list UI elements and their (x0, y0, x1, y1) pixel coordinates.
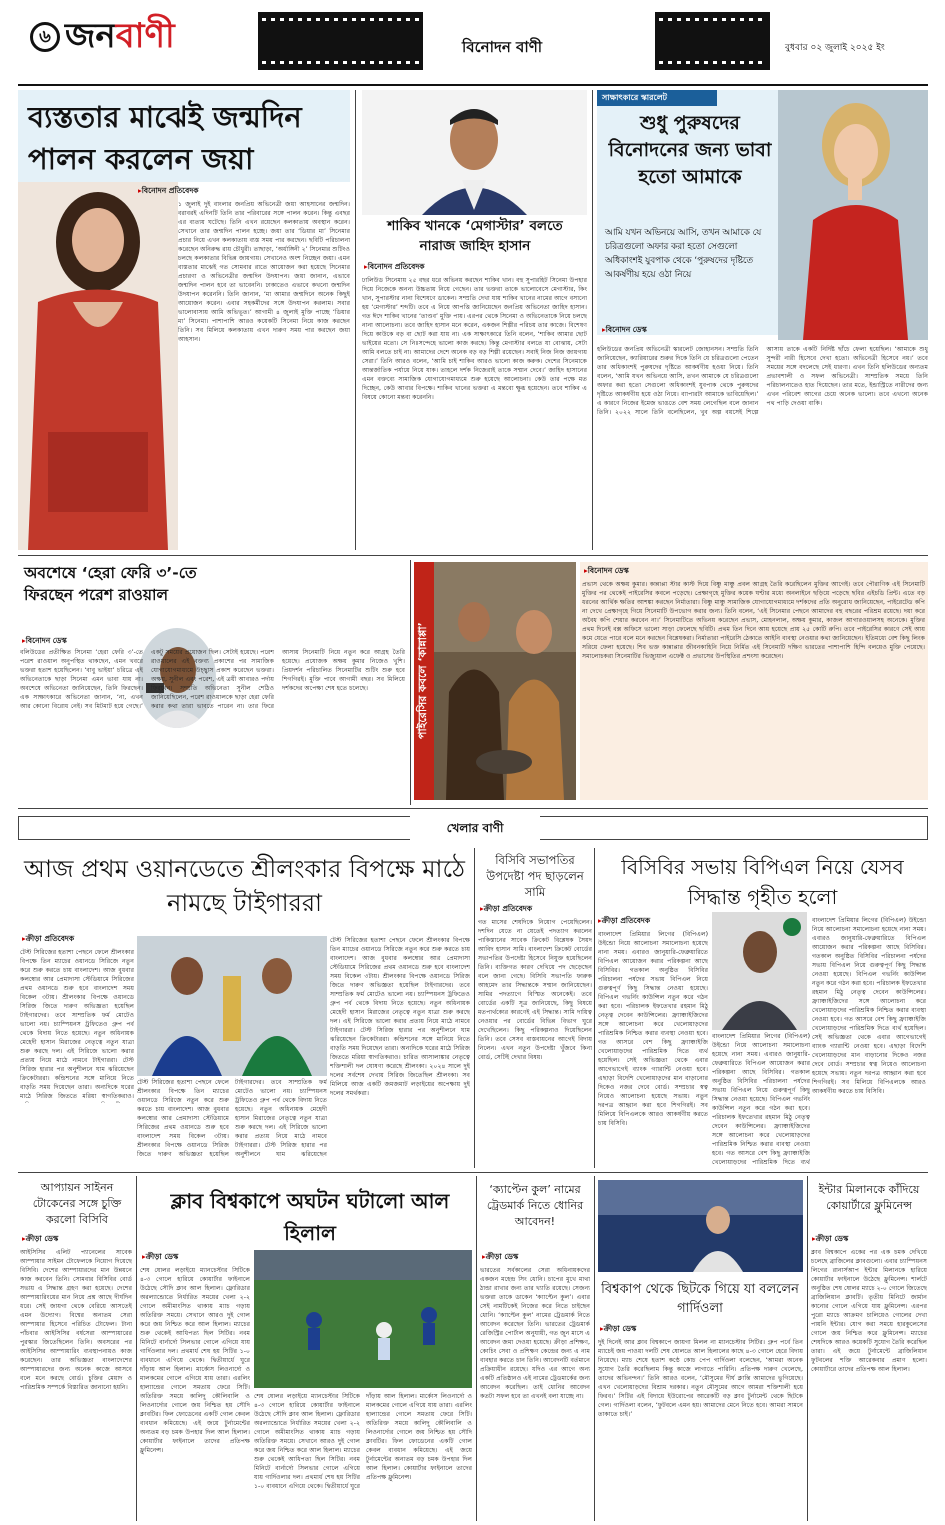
scarlett-kicker: সাক্ষাৎকারে স্কারলেট (597, 90, 717, 106)
logo-part-a: জন (65, 16, 116, 56)
pep-photo (598, 1180, 803, 1272)
kannappa-photo (434, 562, 576, 800)
odi-body-left: টেস্ট সিরিজের হতাশা পেছনে ফেলে শ্রীলংকার বিপক্ষে তিন ম্যাচের ওয়ানডে সিরিজে নতুন করে শুরু করতে চায় বাংলাদেশ। আজ বুধবার কলম্বোর আর প্রেমাদাসা স্টেডিয়ামে সিরিজের প্রথম ওয়ানডে শুরু হবে বাংলাদেশ সময় বিকেল ৩টায়। শ্রীলংকার বিপক্ষে ওয়ানডে সিরিজ জিতে দারুণ অভিজ্ঞতা হয়েছিল টাইগারদের। তবে সাম্প্রতিক ফর্ম মোটেও ভালো নয়। চ্যাম্পিয়নস ট্রফিতেও গ্রুপ পর্ব থেকে বিদায় নিতে হয়েছে। নতুন অধিনায়ক মেহেদী হাসান মিরাজের নেতৃত্বে নতুন যাত্রা শুরু করছে দল। এই সিরিজে ভালো করার প্রত্যয় নিয়ে মাঠে নামবে টাইগাররা। টেস্ট সিরিজ হারার পর অনুশীলনে ঘাম ঝরিয়েছেন ক্রিকেটাররা। কন্ডিশনের সঙ্গে মানিয়ে নিতে বাড়তি সময় দিয়েছেন তারা। অন্যদিকে ঘরের মাঠে সিরিজ জিততে মরিয়া স্বাগতিকরাও। (20, 949, 134, 1100)
shakib-body: ঢালিউড সিনেমায় ২৫ বছর ধরে অভিনয় করছেন শাকিব খান। বহু সুপারহিট সিনেমা উপহার দিয়ে নিজেকে অনন্য উচ্চতায় নিয়ে গেছেন। তার ভক্তরা তাকে ভালোবেসে মেগাস্টার, কিং খান, সুপারস্টার নানা বিশেষণে ডাকেন। সম্প্রতি দেখা যায় শাকিব খানের নামের আগে বসানো হয় ‘মেগাস্টার’ শব্দটি। তবে এ নিয়ে আপত্তি জানিয়েছেন জনপ্রিয় অভিনেতা জাহিদ হাসান। গত ঈদে শাকিব খানের ‘তাণ্ডব’ মুক্তি পায়। এরপর থেকে সিনেমা ও অভিনেতাকে নিয়ে চলছে নানা আলোচনা। তবে জাহিদ হাসান মনে করেন, একজন শিল্পীর পরিচয় তার কাজে। বিশেষণ দিয়ে কাউকে বড় বা ছোট করা যায় না। এক সাক্ষাৎকারে তিনি বলেন, ‘শাকিব আমার ছোট ভাইয়ের মতো। সে নিঃসন্দেহে ভালো কাজ করছে। কিন্তু মেগাস্টার বলতে যা বোঝায়, সেটা আমি বলতে চাই না। আমাদের দেশে অনেক বড় বড় শিল্পী রয়েছেন। সবাই নিজ নিজ জায়গায় সেরা।’ তিনি আরও বলেন, ‘আমি চাই শাকিব আরও ভালো কাজ করুক। দেশের সিনেমাকে আন্তর্জাতিক পর্যায়ে নিয়ে যাক। তাহলে দর্শক নিজেরাই তাকে সম্মান দেবে।’ জাহিদ হাসানের এমন বক্তব্যে সামাজিক যোগাযোগমাধ্যমে শুরু হয়েছে আলোচনা। কেউ তার পক্ষে মত দিচ্ছেন, কেউ আবার বিপক্ষে। শাকিব খানের ভক্তরা এ মন্তব্যে ক্ষুব্ধ হয়েছেন। তবে শাকিব এ বিষয়ে কোনো মন্তব্য করেননি। (362, 277, 587, 401)
kannappa-byline: ▸ বিনোদন ডেস্ক (584, 566, 629, 578)
hilal-byline: ▸ ক্রীড়া ডেস্ক (142, 1252, 178, 1264)
scarlett-byline: ▸ বিনোদন ডেস্ক (602, 325, 647, 337)
scarlett-body: হলিউডের জনপ্রিয় অভিনেত্রী স্কারলেট জোহানসন। সম্প্রতি তিনি জানিয়েছেন, ক্যারিয়ারের শুরুর দিকে তিনি যে চরিত্রগুলো পেতেন তার অধিকাংশই পুরুষদের দৃষ্টিতে আকর্ষণীয় হওয়া নিয়ে। তিনি বলেন, ‘আমি যখন অভিনয়ে আসি, তখন আমাকে যে চরিত্রগুলো অফার করা হতো সেগুলো অধিকাংশই যুবপাক থেকে পুরুষদের দৃষ্টিতে আকর্ষণীয় হয়ে ওঠা নিয়ে। ব্যাপারটা আমাকে ভাবিয়েছিল।’ এ কারণে নিজের ইমেজ ভাঙতে বেশ সময় লেগেছিল বলে জানান তিনি। ২০২২ সালে তিনি বলেছিলেন, খুব অল্প বয়সেই শিল্পে আসায় তাকে একটি নির্দিষ্ট ছাঁচে ফেলা হয়েছিল। ‘আমাকে শুধু সুন্দরী নারী হিসেবে দেখা হতো। অভিনেত্রী হিসেবে নয়।’ তবে সময়ের সঙ্গে বদলেছে সেই ধারণা। এখন তিনি হলিউডের অন্যতম প্রভাবশালী ও সফল অভিনেত্রী। সাম্প্রতিক সময়ে তিনি পরিচালনাতেও হাত দিয়েছেন। তার মতে, ইন্ডাস্ট্রিতে নারীদের জন্য এখন পরিবেশ আগের চেয়ে অনেক ভালো। তবে এখনো অনেক পথ পাড়ি দেওয়া বাকি। (597, 346, 928, 416)
dhoni-byline: ▸ ক্রীড়া ডেস্ক (482, 1252, 518, 1264)
sami-byline: ▸ ক্রীড়া প্রতিবেদক (480, 904, 532, 916)
odi-headline: আজ প্রথম ওয়ানডেতে শ্রীলংকার বিপক্ষে মাঠে নামছে টাইগাররা (24, 855, 465, 917)
shakib-headline: শাকিব খানকে ‘মেগাস্টার’ বলতে নারাজ জাহিদ হাসান (387, 218, 563, 254)
kannappa-body: প্রভাস থেকে অক্ষয় কুমার। কান্নাপ্পা স্টার কাস্ট দিয়ে বিষ্ণু মাঞ্চু প্রবল আগ্রহ তৈরি করেছিলেন মুক্তির আগেই। তবে পৌরাণিক এই সিনেমাটি মুক্তির পর থেকেই পাইরেসির কবলে পড়েছে। প্রেক্ষাগৃহে মুক্তির কয়েক ঘণ্টার মধ্যে অনলাইনে ছড়িয়ে পড়েছে ছবির এইচডি প্রিন্ট। এতে বড় ধরনের আর্থিক ক্ষতির আশঙ্কা করছেন নির্মাতারা। বিষ্ণু মাঞ্চু সামাজিক যোগাযোগমাধ্যমে দর্শকদের প্রতি অনুরোধ জানিয়েছেন, পাইরেটেড কপি না দেখে প্রেক্ষাগৃহে গিয়ে সিনেমাটি উপভোগ করার জন্য। তিনি বলেন, ‘এই সিনেমার পেছনে আমাদের বহু বছরের পরিশ্রম রয়েছে। দয়া করে অবৈধ কপি শেয়ার করবেন না।’ সিনেমাটিতে অভিনয় করেছেন প্রভাস, মোহনলাল, অক্ষয় কুমার, কাজল আগারওয়ালসহ অনেকে। মুক্তির প্রথম দিনেই বক্স অফিসে ভালো সাড়া ফেলেছে ছবিটি। প্রথম তিন দিনে আয় হয়েছে প্রায় ২৫ কোটি রুপি। তবে পাইরেসির কারণে সেই আয় কমে যেতে পারে বলে মনে করছেন বিশ্লেষকরা। নির্মাতারা পাইরেসি ঠেকাতে আইনি ব্যবস্থা নেওয়ার কথা জানিয়েছেন। ইতিমধ্যে বেশ কিছু লিংক সরিয়ে ফেলা হয়েছে। শিব ভক্ত কান্নাপ্পার জীবনকাহিনি নিয়ে নির্মিত এই সিনেমাটি দক্ষিণ ভারতের পাশাপাশি হিন্দি বলয়েও মুক্তি পেয়েছে। সমালোচকরা সিনেমাটির ভিজ্যুয়াল এফেক্ট ও প্রভাসের উপস্থিতির প্রশংসা করেছেন। (582, 581, 925, 660)
bpl-body-left: বাংলাদেশ প্রিমিয়ার লিগের (বিপিএল) উইন্ডো নিয়ে আলোচনা সমালোচনা হয়েছে নানা সময়। এবারও জানুয়ারি-ফেব্রুয়ারিতে বিপিএল আয়োজন করার পরিকল্পনা আছে বিসিবির। গতকাল অনুষ্ঠিত বিসিবির পরিচালনা পর্ষদের সভায় বিপিএল নিয়ে গুরুত্বপূর্ণ কিছু সিদ্ধান্ত নেওয়া হয়েছে। বিপিএল গভর্নিং কাউন্সিল নতুন করে গঠন করা হবে। পরিচালক ইফতেখার রহমান মিঠু নেতৃত্ব দেবেন কাউন্সিলের। ফ্র্যাঞ্চাইজিদের সঙ্গে আলোচনা করে খেলোয়াড়দের পারিশ্রমিক নিশ্চিত করার ব্যবস্থা নেওয়া হবে। গত আসরে বেশ কিছু ফ্র্যাঞ্চাইজি খেলোয়াড়দের পারিশ্রমিক দিতে ব্যর্থ হয়েছিল। সেই অভিজ্ঞতা থেকে এবার আগেভাগেই ব্যাংক গ্যারান্টি নেওয়া হবে। এছাড়া বিদেশি খেলোয়াড়দের মান বাড়ানোর দিকেও নজর দেবে বোর্ড। সম্প্রচার স্বত্ব নিয়েও আলোচনা হয়েছে সভায়। নতুন দরপত্র আহ্বান করা হবে শিগগিরই। সব মিলিয়ে বিপিএলকে আরও আকর্ষণীয় করতে চায় বিসিবি। (598, 931, 708, 1127)
odi-byline: ▸ ক্রীড়া প্রতিবেদক (22, 934, 74, 946)
bpl-body-right: বাংলাদেশ প্রিমিয়ার লিগের (বিপিএল) উইন্ডো নিয়ে আলোচনা সমালোচনা হয়েছে নানা সময়। এবারও জানুয়ারি-ফেব্রুয়ারিতে বিপিএল আয়োজন করার পরিকল্পনা আছে বিসিবির। গতকাল অনুষ্ঠিত বিসিবির পরিচালনা পর্ষদের সভায় বিপিএল নিয়ে গুরুত্বপূর্ণ কিছু সিদ্ধান্ত নেওয়া হয়েছে। বিপিএল গভর্নিং কাউন্সিল নতুন করে গঠন করা হবে। পরিচালক ইফতেখার রহমান মিঠু নেতৃত্ব দেবেন কাউন্সিলের। ফ্র্যাঞ্চাইজিদের সঙ্গে আলোচনা করে খেলোয়াড়দের পারিশ্রমিক নিশ্চিত করার ব্যবস্থা নেওয়া হবে। গত আসরে বেশ কিছু ফ্র্যাঞ্চাইজি খেলোয়াড়দের পারিশ্রমিক দিতে ব্যর্থ হয়েছিল। সেই অভিজ্ঞতা থেকে এবার আগেভাগেই ব্যাংক গ্যারান্টি নেওয়া হবে। এছাড়া বিদেশি খেলোয়াড়দের মান বাড়ানোর দিকেও নজর দেবে বোর্ড। সম্প্রচার স্বত্ব নিয়েও আলোচনা হয়েছে সভায়। নতুন দরপত্র আহ্বান করা হবে শিগগিরই। সব মিলিয়ে বিপিএলকে আরও আকর্ষণীয় করতে চায় বিসিবি। (812, 917, 926, 1095)
sports-section-title: খেলার বাণী (410, 816, 540, 840)
inter-headline: ইন্টার মিলানকে কাঁদিয়ে কোয়ার্টারে ফ্লুমিনেন্স (818, 1183, 920, 1212)
film-strip-left (258, 12, 423, 70)
film-strip-right (655, 12, 770, 70)
col-rule (136, 1176, 137, 1521)
odi-body-bottom: টেস্ট সিরিজের হতাশা পেছনে ফেলে শ্রীলংকার বিপক্ষে তিন ম্যাচের ওয়ানডে সিরিজে নতুন করে শুরু করতে চায় বাংলাদেশ। আজ বুধবার কলম্বোর আর প্রেমাদাসা স্টেডিয়ামে সিরিজের প্রথম ওয়ানডে শুরু হবে বাংলাদেশ সময় বিকেল ৩টায়। শ্রীলংকার বিপক্ষে ওয়ানডে সিরিজ জিতে দারুণ অভিজ্ঞতা হয়েছিল টাইগারদের। তবে সাম্প্রতিক ফর্ম মোটেও ভালো নয়। চ্যাম্পিয়নস ট্রফিতেও গ্রুপ পর্ব থেকে বিদায় নিতে হয়েছে। নতুন অধিনায়ক মেহেদী হাসান মিরাজের নেতৃত্বে নতুন যাত্রা শুরু করছে দল। এই সিরিজে ভালো করার প্রত্যয় নিয়ে মাঠে নামবে টাইগাররা। টেস্ট সিরিজ হারার পর অনুশীলনে ঘাম ঝরিয়েছেন (137, 1079, 327, 1158)
inter-byline: ▸ ক্রীড়া ডেস্ক (812, 1234, 848, 1246)
scarlett-photo (778, 90, 928, 340)
bpl-headline: বিসিবির সভায় বিপিএল নিয়ে যেসব সিদ্ধান্ত গৃহীত হলো (621, 855, 904, 909)
sami-headline: বিসিবি সভাপতির উপদেষ্টা পদ ছাড়লেন সামি (486, 853, 584, 899)
inter-body: ক্লাব বিশ্বকাপে একের পর এক চমক দেখিয়ে চলেছে ব্রাজিলের ক্লাবগুলো। এবার চ্যাম্পিয়নস লিগের রানার্সআপ ইন্টার মিলানকে হারিয়ে কোয়ার্টার ফাইনালে উঠেছে ফ্লুমিনেন্স। শার্লটে অনুষ্ঠিত শেষ ষোলর ম্যাচে ২-০ গোলে জিতেছে ব্রাজিলিয়ান ক্লাবটি। তৃতীয় মিনিটে জার্মান কানোর গোলে এগিয়ে যায় ফ্লুমিনেন্স। এরপর পুরো ম্যাচে আক্রমণ চালিয়েও গোলের দেখা পায়নি ইন্টার। যোগ করা সময়ে হারকুলেসের গোলে জয় নিশ্চিত করে ফ্লুমিনেন্স। ম্যাচের শেষদিকে আরও কয়েকটি সুযোগ তৈরি করেছিল তারা। এই জয়ে টুর্নামেন্টে ব্রাজিলিয়ান ফুটবলের শক্তি আরেকবার প্রমাণ হলো। কোয়ার্টারে তাদের প্রতিপক্ষ আল হিলাল। (811, 1249, 927, 1373)
hilal-body-left: শেষ ষোলর লড়াইয়ে ম্যানচেস্টার সিটিকে ৪-৩ গোলে হারিয়ে কোয়ার্টার ফাইনালে উঠেছে সৌদি ক্লাব আল হিলাল। ফ্লোরিডার অরল্যান্ডোতে নির্ধারিত সময়ের খেলা ২-২ গোলে অমীমাংসিত থাকায় ম্যাচ গড়ায় অতিরিক্ত সময়ে। সেখানে আরও দুই গোল করে জয় নিশ্চিত করে আল হিলাল। ম্যাচের শুরু থেকেই আধিপত্য ছিল সিটির। নবম মিনিটে বার্নার্দো সিলভার গোলে এগিয়ে যায় গার্দিওলার দল। প্রথমার্ধ শেষ হয় সিটির ১-০ ব্যবধানে এগিয়ে থেকে। দ্বিতীয়ার্ধে ঘুরে দাঁড়ায় আল হিলাল। মার্কোস লিওনার্দো ও মালকমের গোলে এগিয়ে যায় তারা। এরলিং হাল্যান্ডের গোলে সমতায় ফেরে সিটি। অতিরিক্ত সময়ে কালিদু কৌলিবালি ও লিওনার্দোর গোলে জয় নিশ্চিত হয় সৌদি ক্লাবটির। ফিল ফোডেনের একটি গোল কেবল ব্যবধান কমিয়েছে। এই জয়ে টুর্নামেন্টের অন্যতম বড় চমক উপহার দিল আল হিলাল। কোয়ার্টার ফাইনালে তাদের প্রতিপক্ষ ফ্লুমিনেন্স। (140, 1267, 250, 1454)
odi-captains-photo (137, 936, 327, 1076)
jaya-headline: ব্যস্ততার মাঝেই জন্মদিন পালন করলেন জয়া (28, 100, 302, 176)
sponsor-body: আইসিসির এলিট প্যানেলের সাবেক আম্পায়ার সাইমন টোফেলকে নিয়োগ দিয়েছে বিসিবি। দেশের আম্পায়ারদের মান উন্নয়নে কাজ করবেন তিনি। সোমবার বিসিবির বোর্ড সভায় এ সিদ্ধান্ত গ্রহণ করা হয়েছে। দেশের আম্পায়ারিংয়ের মান নিয়ে প্রশ্ন আছে দীর্ঘদিন ধরে। সেই জায়গা থেকে বেরিয়ে আসতেই এমন উদ্যোগ। বিশ্বের অন্যতম সেরা আম্পায়ার হিসেবে পরিচিত টোফেল। টানা পাঁচবার আইসিসির বর্ষসেরা আম্পায়ারের পুরস্কার জিতেছিলেন তিনি। অবসরের পর আইসিসির আম্পায়ারিং ব্যবস্থাপনায়ও কাজ করেছেন। তার অভিজ্ঞতা বাংলাদেশের আম্পায়ারদের জন্য অনেক কাজে আসবে বলে মনে করছে বোর্ড। চুক্তির মেয়াদ ও পারিশ্রমিক সম্পর্কে বিস্তারিত জানানো হয়নি। (20, 1249, 132, 1391)
col-rule (474, 848, 475, 1168)
col-rule (594, 848, 595, 1168)
logo (65, 16, 175, 56)
hilal-body-bottom: শেষ ষোলর লড়াইয়ে ম্যানচেস্টার সিটিকে ৪-৩ গোলে হারিয়ে কোয়ার্টার ফাইনালে উঠেছে সৌদি ক্লাব আল হিলাল। ফ্লোরিডার অরল্যান্ডোতে নির্ধারিত সময়ের খেলা ২-২ গোলে অমীমাংসিত থাকায় ম্যাচ গড়ায় অতিরিক্ত সময়ে। সেখানে আরও দুই গোল করে জয় নিশ্চিত করে আল হিলাল। ম্যাচের শুরু থেকেই আধিপত্য ছিল সিটির। নবম মিনিটে বার্নার্দো সিলভার গোলে এগিয়ে যায় গার্দিওলার দল। প্রথমার্ধ শেষ হয় সিটির ১-০ ব্যবধানে এগিয়ে থেকে। দ্বিতীয়ার্ধে ঘুরে দাঁড়ায় আল হিলাল। মার্কোস লিওনার্দো ও মালকমের গোলে এগিয়ে যায় তারা। এরলিং হাল্যান্ডের গোলে সমতায় ফেরে সিটি। অতিরিক্ত সময়ে কালিদু কৌলিবালি ও লিওনার্দোর গোলে জয় নিশ্চিত হয় সৌদি ক্লাবটির। ফিল ফোডেনের একটি গোল কেবল ব্যবধান কমিয়েছে। এই জয়ে টুর্নামেন্টের অন্যতম বড় চমক উপহার দিল আল হিলাল। কোয়ার্টার ফাইনালে তাদের প্রতিপক্ষ ফ্লুমিনেন্স। (254, 1393, 472, 1490)
jaya-photo (18, 182, 178, 550)
row-rule (18, 1172, 928, 1173)
bpl-official-photo (712, 912, 807, 1030)
col-rule (476, 1176, 477, 1521)
dhoni-headline: ‘ক্যাপ্টেন কুল’ নামের ট্রেডমার্ক নিতে ধোনির আবেদন! (486, 1183, 584, 1228)
pep-headline: বিশ্বকাপ থেকে ছিটকে গিয়ে যা বললেন গার্দিওলা (601, 1282, 799, 1316)
bpl-body-mid: বাংলাদেশ প্রিমিয়ার লিগের (বিপিএল) উইন্ডো নিয়ে আলোচনা সমালোচনা হয়েছে নানা সময়। এবারও জানুয়ারি-ফেব্রুয়ারিতে বিপিএল আয়োজন করার পরিকল্পনা আছে বিসিবির। গতকাল অনুষ্ঠিত বিসিবির পরিচালনা পর্ষদের সভায় বিপিএল নিয়ে গুরুত্বপূর্ণ কিছু সিদ্ধান্ত নেওয়া হয়েছে। বিপিএল গভর্নিং কাউন্সিল নতুন করে গঠন করা হবে। পরিচালক ইফতেখার রহমান মিঠু নেতৃত্ব দেবেন কাউন্সিলের। ফ্র্যাঞ্চাইজিদের সঙ্গে আলোচনা করে খেলোয়াড়দের পারিশ্রমিক নিশ্চিত করার ব্যবস্থা নেওয়া হবে। গত আসরে বেশ কিছু ফ্র্যাঞ্চাইজি খেলোয়াড়দের পারিশ্রমিক দিতে ব্যর্থ (712, 1033, 810, 1166)
paresh-headline: অবশেষে ‘হেরা ফেরি ৩’-তে ফিরছেন পরেশ রাওয়াল (24, 564, 197, 604)
shakib-byline: ▸ বিনোদন প্রতিবেদক (364, 262, 425, 274)
page-number-badge: ৬ (30, 22, 60, 52)
row-rule (18, 808, 928, 809)
paresh-body: বলিউডের প্রতীক্ষিত সিনেমা ‘হেরা ফেরি ৩’-তে পরেশ রাওয়াল অনুপস্থিত থাকছেন, এমন খবরে ভক্তরা হতাশ হয়েছিলেন। ‘বাবু ভাইয়া’ চরিত্রে এই অভিনেতাকে ছাড়া সিনেমা এমন ভাবা যায় না। অবশেষে অভিনেতা জানিয়েছেন, তিনি ফিরছেন। এক সাক্ষাৎকারে অভিনেতা জানান, ‘না, এখন আর কোনো বিরোধ নেই। সব মিটমাট হয়ে গেছে।’ একটু সময়ের প্রয়োজন ছিল। সেটাই হয়েছে। পরেশ রাওয়ালের এই বক্তব্য প্রকাশের পর সামাজিক যোগাযোগমাধ্যমে উচ্ছ্বাস প্রকাশ করেছেন ভক্তরা। অক্ষয়, সুনীল এবং পরেশ, এই ত্রয়ী আবারও পর্দায় ফিরবেন। সম্প্রতি অভিনেতা সুনীল শেঠিও জানিয়েছিলেন, পরেশ রাওয়ালকে ছাড়া হেরা ফেরি করার কথা তারা ভাবতে পারেন না। তার ফিরে আসায় সিনেমাটি নিয়ে নতুন করে আগ্রহ তৈরি হয়েছে। প্রযোজক অক্ষয় কুমার নিজেও খুশি। প্রিয়দর্শন পরিচালিত সিনেমাটির শুটিং শুরু হবে শিগগিরই। মুক্তি পাবে আগামী বছর। সব মিলিয়ে দর্শকদের অপেক্ষা শেষ হতে চলেছে। (20, 649, 405, 710)
col-rule (807, 1176, 808, 1521)
masthead-rule (18, 84, 928, 86)
col-rule (592, 90, 593, 550)
odi-body-right: টেস্ট সিরিজের হতাশা পেছনে ফেলে শ্রীলংকার বিপক্ষে তিন ম্যাচের ওয়ানডে সিরিজে নতুন করে শুরু করতে চায় বাংলাদেশ। আজ বুধবার কলম্বোর আর প্রেমাদাসা স্টেডিয়ামে সিরিজের প্রথম ওয়ানডে শুরু হবে বাংলাদেশ সময় বিকেল ৩টায়। শ্রীলংকার বিপক্ষে ওয়ানডে সিরিজ জিতে দারুণ অভিজ্ঞতা হয়েছিল টাইগারদের। তবে সাম্প্রতিক ফর্ম মোটেও ভালো নয়। চ্যাম্পিয়নস ট্রফিতেও গ্রুপ পর্ব থেকে বিদায় নিতে হয়েছে। নতুন অধিনায়ক মেহেদী হাসান মিরাজের নেতৃত্বে নতুন যাত্রা শুরু করছে দল। এই সিরিজে ভালো করার প্রত্যয় নিয়ে মাঠে নামবে টাইগাররা। টেস্ট সিরিজ হারার পর অনুশীলনে ঘাম ঝরিয়েছেন ক্রিকেটাররা। কন্ডিশনের সঙ্গে মানিয়ে নিতে বাড়তি সময় দিয়েছেন তারা। অন্যদিকে ঘরের মাঠে সিরিজ জিততে মরিয়া স্বাগতিকরাও। চারিত আসালাঙ্কার নেতৃত্বে শক্তিশালী দল ঘোষণা করেছে শ্রীলংকা। ২০২৪ সালে দুই দলের সর্বশেষ দেখায় সিরিজ জিতেছিল শ্রীলংকা। সব মিলিয়ে আজ একটি জমজমাট লড়াইয়ের অপেক্ষায় দুই দলের সমর্থকরা। (330, 937, 470, 1097)
masthead (0, 0, 945, 85)
col-rule (594, 1176, 595, 1521)
section-title: বিনোদন বাণী (462, 38, 543, 56)
pep-body: দুই দিনেই আর ক্লাব বিশ্বকাপে জায়গা মিলল না ম্যানচেস্টার সিটির। গ্রুপ পর্বে তিন ম্যাচেই জয় পাওয়া দলটি শেষ ষোলতে আল হিলালের কাছে ৪-৩ গোলে হেরে বিদায় নিয়েছে। ম্যাচ শেষে হতাশ কণ্ঠে কোচ পেপ গার্দিওলা বলেছেন, ‘আমরা অনেক সুযোগ তৈরি করেছিলাম কিন্তু কাজে লাগাতে পারিনি। প্রতিপক্ষ দারুণ খেলেছে, তাদের অভিনন্দন।’ তিনি আরও বলেন, ‘মৌসুমের দীর্ঘ ক্লান্তি আমাদের ভুগিয়েছে। এখন খেলোয়াড়দের বিশ্রাম দরকার। নতুন মৌসুমের আগে আমরা শক্তিশালী হয়ে ফিরব।’ সিটির এই বিদায়ে ইউরোপের আরেকটি বড় ক্লাব টুর্নামেন্ট থেকে ছিটকে গেল। গার্দিওলা বলেন, ‘ফুটবলে এমন হয়। আমাদের মেনে নিতে হবে। আমরা সামনে তাকাতে চাই।’ (598, 1339, 803, 1418)
sponsor-byline: ▸ ক্রীড়া ডেস্ক (22, 1234, 58, 1246)
col-rule (355, 90, 356, 550)
kannappa-side-label: পাইরেসির কবলে ‘কান্নাপ্পা’ (414, 562, 434, 800)
scarlett-quote: আমি যখন অভিনয়ে আসি, তখন আমাকে যে চরিত্রগুলো অফার করা হতো সেগুলো অধিকাংশই যুবপাক থেকে ‘পুরুষদের দৃষ্টিতে আকর্ষণীয় হয়ে ওঠা নিয়ে (605, 228, 762, 280)
scarlett-headline: শুধু পুরুষদের বিনোদনের জন্য ভাবা হতো আমাকে (608, 112, 772, 188)
hilal-match-photo (254, 1250, 472, 1388)
paresh-byline: ▸ বিনোদন ডেস্ক (22, 636, 67, 648)
pep-byline: ▸ ক্রীড়া ডেস্ক (600, 1324, 636, 1336)
jaya-byline: ▸ বিনোদন প্রতিবেদক (138, 186, 199, 198)
dhoni-body: ভারতের সর্বকালের সেরা অধিনায়কদের একজন মহেন্দ্র সিং ধোনি। চাপের মুখে মাথা ঠান্ডা রাখার জন্য তার খ্যাতি রয়েছে। সেজন্য ভক্তরা তাকে ডাকেন ‘ক্যাপ্টেন কুল’। এবার সেই নামটিকেই নিজের করে নিতে চাইছেন ধোনি। ‘ক্যাপ্টেন কুল’ নামের ট্রেডমার্ক নিতে আবেদন করেছেন তিনি। ভারতের ট্রেডমার্ক রেজিস্ট্রির পোর্টাল অনুযায়ী, গত জুন মাসে এ আবেদন জমা দেওয়া হয়েছে। ক্রীড়া প্রশিক্ষণ, কোচিং সেবা ও প্রশিক্ষণ কেন্দ্রের জন্য এ নাম ব্যবহার করতে চান তিনি। আবেদনটি বর্তমানে প্রক্রিয়াধীন রয়েছে। যদিও এর আগে অন্য একটি প্রতিষ্ঠানও এই নামের ট্রেডমার্কের জন্য আবেদন করেছিল। তাই ধোনির আবেদন কতটা সফল হবে তা এখনই বলা যাচ্ছে না। (480, 1267, 590, 1400)
hilal-headline: ক্লাব বিশ্বকাপে অঘটন ঘটালো আল হিলাল (170, 1189, 450, 1245)
row-rule (18, 555, 928, 556)
sponsor-headline: আপ্যায়ন সাইনন টোকেনের সঙ্গে চুক্তি করলো বিসিবি (32, 1181, 122, 1226)
jaya-body: ১ জুলাই দুই বাংলার জনপ্রিয় অভিনেত্রী জয়া আহসানের জন্মদিন। বরাবরই এদিনটি তিনি তার পরিবারের সঙ্গে পালন করেন। কিন্তু এবছর এর ব্যত্যয় ঘটেছে। তিনি এখন রয়েছেন কলকাতায় অবস্থান করেন। সেখানে তার জন্মদিন পালন হচ্ছে। জয়া তার ‘ডিয়ার মা’ সিনেমার প্রচার নিয়ে এখন কলকাতায় ব্যস্ত সময় পার করছেন। ছবিটি পরিচালনা করেছেন অনিরুদ্ধ রায় চৌধুরী। তাছাড়া, ‘অর্ধাঙ্গিনী ২’ সিনেমার শুটিংও চলছে কলকাতার বিভিন্ন জায়গায়। সেখানেও অংশ নিচ্ছেন জয়া। এমন ব্যস্ততার মাঝেই গত সোমবার রাতে আয়োজন করা হয়েছে সিনেমার প্রচারণা ও অভিনেত্রীর জন্মদিন উদযাপন। জয়া জানান, এভাবে জন্মদিন পালন হবে তা ভাবেননি। ঢাকাতেও এভাবে কখনো জন্মদিন উদযাপন করেননি। তিনি জানান, ‘মা আমার জন্মদিনে অনেক কিছুই আয়োজন করেন। এবার সহকর্মীদের সঙ্গে উদযাপন করলাম। সবার ভালোবাসায় আমি অভিভূত।’ আগামী ৪ জুলাই মুক্তি পাচ্ছে ‘ডিয়ার মা’ সিনেমা। পাশাপাশি আরও কয়েকটি সিনেমা নিয়ে কাজ করছেন তিনি। সব মিলিয়ে কলকাতায় এখন দারুণ সময় পার করছেন জয়া আহসান। (178, 201, 350, 343)
date: বুধবার ০২ জুলাই ২০২৫ ইং (785, 43, 885, 53)
logo-part-b: বাণী (115, 16, 175, 56)
sami-body: গত মাসের শেষদিকে নিয়োগ পেয়েছিলেন। দশদিন যেতে না যেতেই পদত্যাগ করলেন পাকিস্তানের সাবেক ক্রিকেট বিশ্লেষক সৈয়দ আবিদ হাসান সামি। বাংলাদেশ ক্রিকেট বোর্ডের সভাপতির উপদেষ্টা হিসেবে নিযুক্ত হয়েছিলেন তিনি। ব্যক্তিগত কারণ দেখিয়ে পদ ছেড়েছেন বলে জানা গেছে। বিসিবি সভাপতি ফারুক আহমেদ তার সিদ্ধান্তকে সম্মান জানিয়েছেন। সামির পদত্যাগে বিস্মিত অনেকেই। তবে বোর্ডের একটি সূত্র জানিয়েছে, কিছু বিষয়ে মতপার্থক্যের কারণেই এই সিদ্ধান্ত। সামি দায়িত্ব নেওয়ার পর বোর্ডের বিভিন্ন বিভাগ ঘুরে দেখেছিলেন। কিছু পরিকল্পনাও দিয়েছিলেন তিনি। তবে সেসব বাস্তবায়নের আগেই বিদায় নিলেন। এখন নতুন উপদেষ্টা খুঁজবে কিনা বোর্ড, সেটিই দেখার বিষয়। (478, 919, 592, 1061)
zahid-photo (362, 90, 587, 215)
bpl-byline: ▸ ক্রীড়া প্রতিবেদক (598, 916, 650, 928)
col-rule (410, 560, 411, 805)
